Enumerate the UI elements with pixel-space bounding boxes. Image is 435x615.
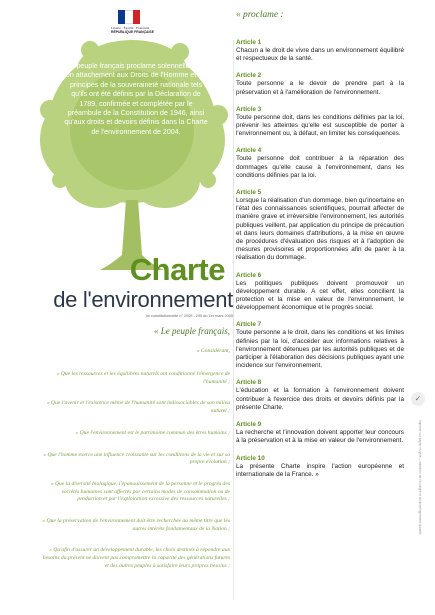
article-title: Article 1 xyxy=(236,39,262,46)
article-title: Article 5 xyxy=(236,189,262,197)
article-text: Toute personne a le droit, dans les conditions et les limites définies par la loi, d'accéder aux informations relatives à l'environnement détenues par les autorités publiques et de participer à l'élaboration des décisions publiques ayant une incidence sur l'environnement. xyxy=(236,329,404,370)
article-4 xyxy=(236,147,404,180)
article-text: Toute personne doit, dans les conditions définies par la loi, prévenir les atteintes qu'elle est susceptible de porter à l'environnement ou, à défaut, en limiter les conséquences. xyxy=(236,113,404,138)
title-subtitle: loi constitutionnelle n° 2005 - 205 du 1er mars 2005 xyxy=(146,314,233,318)
logo-motto: Liberté · Égalité · Fraternité xyxy=(111,26,150,30)
article-text: La recherche et l'innovation doivent apporter leur concours à la préservation et à la mise en valeur de l'environnement. xyxy=(236,429,404,445)
title-block xyxy=(28,253,233,318)
logo-republic: RÉPUBLIQUE FRANÇAISE xyxy=(111,30,154,35)
article-title: Article 2 xyxy=(236,72,262,80)
article-text: Toute personne a le devoir de prendre part à la préservation et à l'amélioration de l'environnement. xyxy=(236,80,404,96)
article-text: Les politiques publiques doivent promouvoir un développement durable. A cet effet, elles concilient la protection et la mise en valeur de l'environnement, le développement économique et le progrès social. xyxy=(236,279,404,312)
title-charte: Charte xyxy=(129,252,225,287)
preamble-text: Le peuple français proclame solennellement son attachement aux Droits de l'Homme et aux principes de la souveraineté nationale tels qu'ils ont été définis par la Déclaration de 1789, confirmée et complétée par le préambule de la Constitution de 1946, ainsi qu'aux droits et devoirs définis dans la Charte de l'environnement de 2004. xyxy=(62,62,210,136)
article-text: Lorsque la réalisation d'un dommage, bien qu'incertaine en l'état des connaissances scientifiques, pourrait affecter de manière grave et irréversible l'environnement, les autorités publiques veillent, par application du principe de précaution et dans leurs domaines d'attributions, à la mise en œuvre de procédures d'évaluation des risques et à l'adoption de mesures provisoires et proportionnées afin de parer à la réalisation du dommage. xyxy=(236,197,404,262)
considerant-item: « Qu'afin d'assurer un développement durable, les choix destinés à répondre aux besoins du présent ne doivent pas compromettre la capacité des générations futures et des autres peuples à satisfaire leurs propres besoins : xyxy=(42,547,230,569)
article-9 xyxy=(236,421,404,445)
considerant-item: « Que les ressources et les équilibres naturels ont conditionné l'émergence de l'humanité ; xyxy=(56,371,230,385)
article-7 xyxy=(236,321,404,370)
article-title: Article 10 xyxy=(236,454,265,462)
considerants-column xyxy=(40,326,230,585)
article-5 xyxy=(236,189,404,263)
article-text: Chacun a le droit de vivre dans un environnement équilibré et respectueux de la santé. xyxy=(236,47,404,63)
flag-icon xyxy=(118,10,140,24)
article-title: Article 8 xyxy=(236,379,262,387)
article-text: L'éducation et la formation à l'environnement doivent contribuer à l'exercice des droits et devoirs définis par la présente Charte. xyxy=(236,387,404,411)
proclame-heading: « proclame : xyxy=(236,10,284,20)
article-2 xyxy=(236,72,404,96)
considerant-item: « Que l'homme exerce une influence croissante sur les conditions de la vie et sur sa propre évolution ; xyxy=(43,451,230,466)
considerant-item: « Que la préservation de l'environnement doit être recherchée au même titre que les autres intérêts fondamentaux de la Nation ; xyxy=(42,518,230,532)
considerant-item: « Que l'environnement est le patrimoine commun des êtres humains ; xyxy=(75,429,230,436)
article-3 xyxy=(236,106,404,139)
article-title: Article 4 xyxy=(236,147,262,155)
republique-logo xyxy=(111,10,154,35)
article-title: Article 3 xyxy=(236,105,262,113)
article-10 xyxy=(236,455,404,479)
le-peuple-heading: « Le peuple français, xyxy=(154,326,230,336)
side-credit-text: Imprimé sur papier recyclé – ministère de l'écologie et du développement durable xyxy=(418,420,422,535)
column-divider xyxy=(233,40,234,600)
article-title: Article 7 xyxy=(236,321,262,329)
side-credit xyxy=(419,420,423,600)
article-text: Toute personne doit contribuer à la réparation des dommages qu'elle cause à l'environnement, dans les conditions définies par la loi. xyxy=(236,155,404,179)
considerant-item: « Que l'avenir et l'existence même de l'humanité sont indissociables de son milieu naturel ; xyxy=(46,400,230,415)
flag-red xyxy=(133,10,140,24)
article-text: La présente Charte inspire l'action européenne et internationale de la France. » xyxy=(236,462,404,478)
article-title: Article 9 xyxy=(236,421,262,429)
flag-blue xyxy=(118,10,125,24)
article-title: Article 6 xyxy=(236,271,262,279)
article-6 xyxy=(236,272,404,313)
recycle-mark-icon: ✓ xyxy=(411,392,425,406)
articles-column xyxy=(236,10,404,488)
article-1 xyxy=(236,39,404,63)
flag-white xyxy=(125,10,132,24)
title-environnement: de l'environnement xyxy=(53,287,233,312)
considerant-heading: « Considérant, xyxy=(196,348,230,354)
considerant-item: « Que la diversité biologique, l'épanouissement de la personne et le progrès des sociétés humaines sont affectés par certains modes de consommation ou de production et par l'exploitation excessive des ressources naturelles ; xyxy=(50,480,230,503)
article-8 xyxy=(236,379,404,412)
